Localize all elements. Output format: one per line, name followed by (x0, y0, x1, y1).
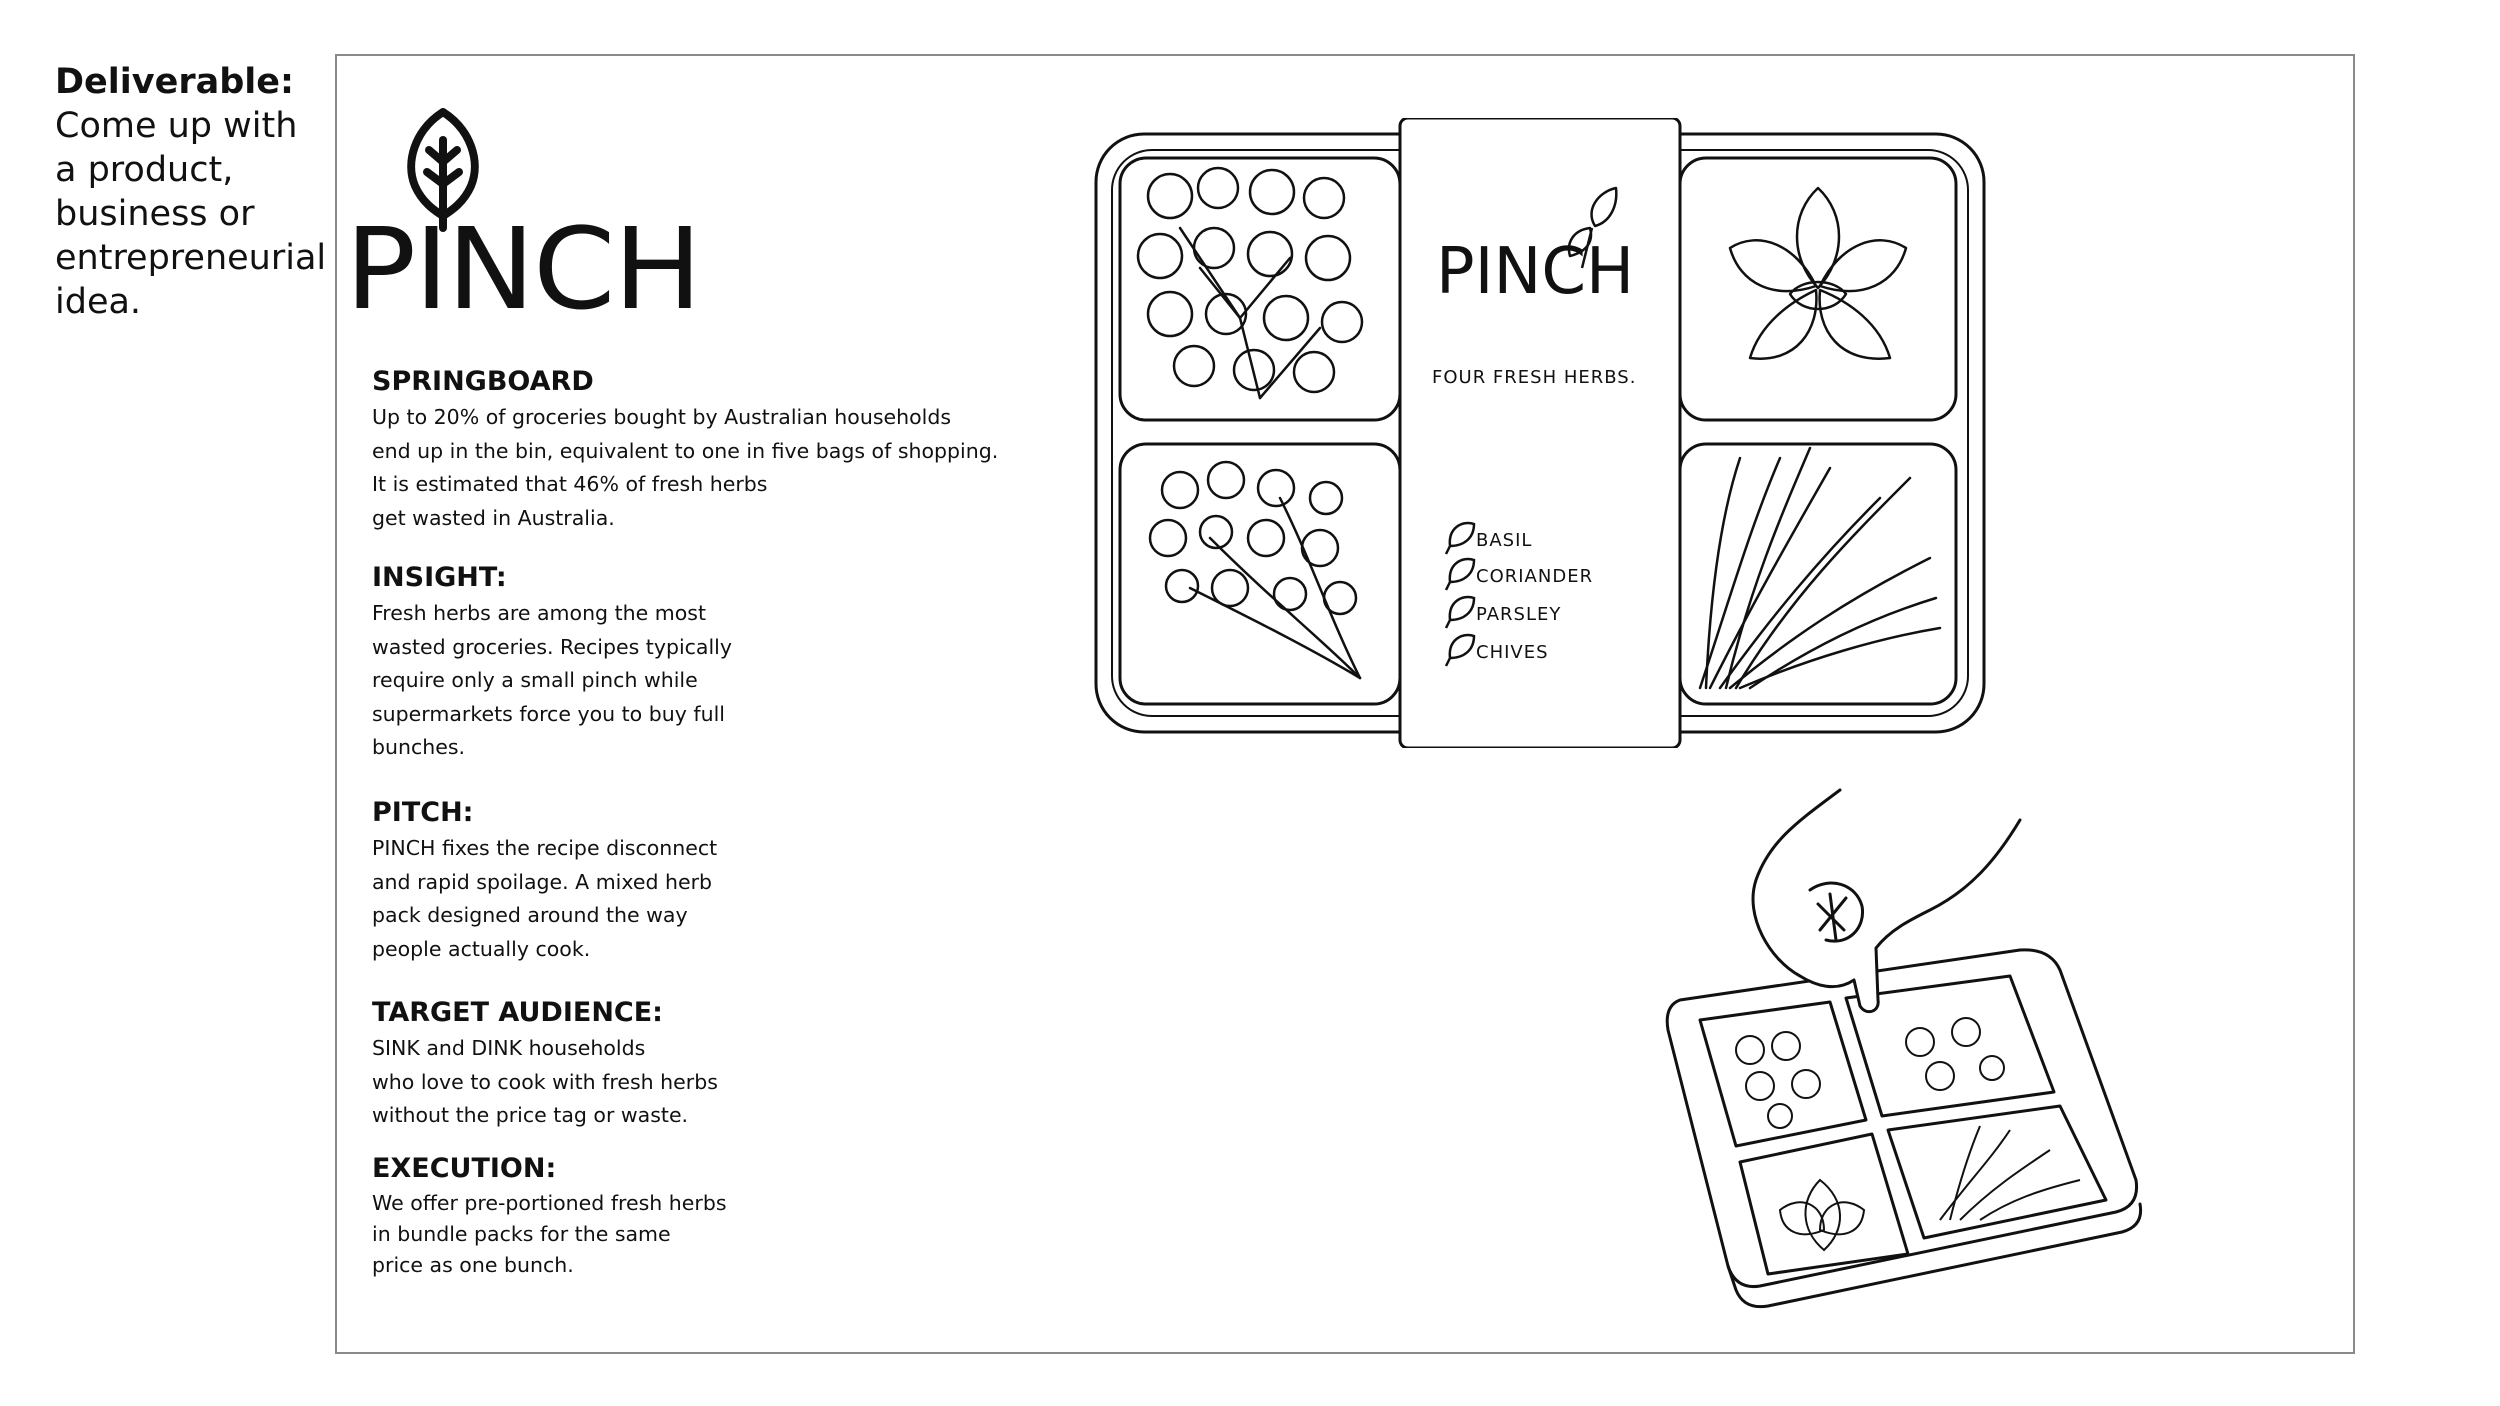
insight-title: INSIGHT: (372, 562, 507, 593)
target-body: SINK and DINK households who love to cook with fresh herbs without the price tag or waste. (372, 1036, 718, 1127)
deliverable-title: Deliverable: (55, 62, 295, 102)
herb-tray-package-illustration (1090, 118, 1990, 748)
springboard-body: Up to 20% of groceries bought by Australian households end up in the bin, equivalent to one in five bags of shopping. It is estimated that 46% of fresh herbs get wasted in Australia. (372, 405, 999, 530)
pinch-logo (345, 100, 715, 330)
compartment-top-left (1120, 158, 1400, 420)
section-insight (372, 562, 1032, 765)
pitch-body: PINCH fixes the recipe disconnect and rapid spoilage. A mixed herb pack designed around the way people actually cook. (372, 836, 718, 961)
herb-name: BASIL (1476, 530, 1533, 551)
parsley-illustration (1150, 462, 1360, 678)
small-compartment-4 (1888, 1106, 2106, 1238)
small-compartment-1 (1700, 1002, 1866, 1146)
section-springboard (372, 366, 1032, 535)
band-tagline: FOUR FRESH HERBS. (1432, 367, 1637, 388)
insight-body: Fresh herbs are among the most wasted groceries. Recipes typically require only a small pinch while supermarkets force you to buy full bunches. (372, 601, 733, 759)
pitch-title: PITCH: (372, 797, 474, 828)
execution-title: EXECUTION: (372, 1153, 557, 1184)
hand (1753, 790, 2020, 1012)
deliverable-text: Come up with a product, business or entrepreneurial idea. (55, 106, 327, 322)
section-pitch (372, 797, 1032, 966)
deliverable-note (55, 60, 325, 324)
springboard-title: SPRINGBOARD (372, 366, 594, 397)
band-title: PINCH (1436, 235, 1635, 309)
coriander-illustration (1138, 168, 1362, 398)
herb-name: CORIANDER (1476, 566, 1594, 587)
basil-illustration (1730, 188, 1906, 359)
target-title: TARGET AUDIENCE: (372, 997, 663, 1028)
logo-wordmark: PINCH (345, 205, 700, 330)
chives-illustration (1700, 448, 1940, 688)
herb-name: PARSLEY (1476, 604, 1562, 625)
small-compartment-3 (1740, 1134, 1908, 1274)
section-target-audience (372, 997, 1032, 1133)
execution-body: We offer pre-portioned fresh herbs in bundle packs for the same price as one bunch. (372, 1191, 727, 1277)
herb-name: CHIVES (1476, 642, 1549, 663)
hand-picking-herbs-illustration (1640, 780, 2180, 1310)
section-execution (372, 1153, 1032, 1281)
